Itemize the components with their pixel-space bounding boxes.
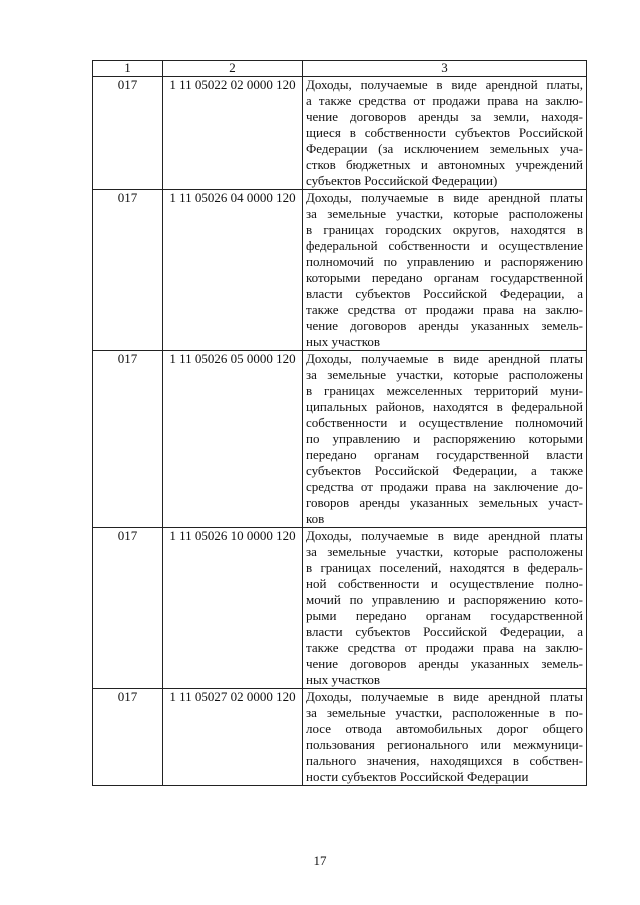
revenue-code-cell: 1 11 05026 05 0000 120 <box>163 351 303 528</box>
description-line: Федерации (за исключением земельных уча- <box>306 141 583 156</box>
description-line: в границах межселенных территорий муни- <box>306 383 583 398</box>
revenue-description-cell <box>303 528 587 689</box>
revenue-description-cell <box>303 77 587 190</box>
description-line: Доходы, получаемые в виде арендной платы, <box>306 77 583 92</box>
description-line: ципальных районов, находятся в федеральной <box>306 399 583 414</box>
admin-code-cell: 017 <box>93 77 163 190</box>
description-line: чение договоров аренды указанных земель- <box>306 318 583 333</box>
header-col-2: 2 <box>163 61 303 77</box>
description-line: также средства от продажи права на заклю- <box>306 302 583 317</box>
description-line: за земельные участки, которые расположены <box>306 206 583 221</box>
description-line: в границах городских округов, находятся в <box>306 222 583 237</box>
table-row <box>93 190 587 351</box>
revenue-code-cell: 1 11 05026 10 0000 120 <box>163 528 303 689</box>
revenue-description-cell <box>303 351 587 528</box>
description-line: субъектов Российской Федерации) <box>306 173 498 188</box>
description-line: говоров аренды указанных земельных участ- <box>306 495 583 510</box>
description-line: которыми передано органам государственной <box>306 270 583 285</box>
description-line: также средства от продажи права на заклю- <box>306 640 583 655</box>
description-line: Доходы, получаемые в виде арендной платы <box>306 351 583 366</box>
description-line: ных участков <box>306 334 380 349</box>
description-line: ков <box>306 511 325 526</box>
description-line: ной собственности и осуществление полно- <box>306 576 583 591</box>
revenue-code-cell: 1 11 05026 04 0000 120 <box>163 190 303 351</box>
description-line: полномочий по управлению и распоряжению <box>306 254 583 269</box>
description-line: власти субъектов Российской Федерации, а <box>306 624 583 639</box>
description-line: мочий по управлению и распоряжению кото- <box>306 592 583 607</box>
admin-code-cell: 017 <box>93 351 163 528</box>
description-line: лосе отвода автомобильных дорог общего <box>306 721 583 736</box>
description-line: а также средства от продажи права на заклю- <box>306 93 583 108</box>
table-row <box>93 77 587 190</box>
table-row <box>93 528 587 689</box>
header-col-1: 1 <box>93 61 163 77</box>
header-col-3: 3 <box>303 61 587 77</box>
description-line: щиеся в собственности субъектов Российской <box>306 125 583 140</box>
description-line: передано органам государственной власти <box>306 447 583 462</box>
description-line: ности субъектов Российской Федерации <box>306 769 529 784</box>
description-line: Доходы, получаемые в виде арендной платы <box>306 528 583 543</box>
description-line: пользования регионального или межмуници- <box>306 737 583 752</box>
description-line: средства от продажи права на заключение до- <box>306 479 583 494</box>
description-line: за земельные участки, которые расположены <box>306 367 583 382</box>
description-line: рыми передано органам государственной <box>306 608 583 623</box>
description-line: субъектов Российской Федерации, а также <box>306 463 583 478</box>
revenue-description-cell <box>303 689 587 786</box>
admin-code-cell: 017 <box>93 190 163 351</box>
description-line: чение договоров аренды указанных земель- <box>306 656 583 671</box>
description-line: Доходы, получаемые в виде арендной платы <box>306 190 583 205</box>
description-line: по управлению и распоряжению которыми <box>306 431 583 446</box>
description-line: за земельные участки, расположенные в по- <box>306 705 583 720</box>
revenue-codes-table <box>92 60 587 786</box>
revenue-code-cell: 1 11 05027 02 0000 120 <box>163 689 303 786</box>
description-line: власти субъектов Российской Федерации, а <box>306 286 583 301</box>
description-line: пального значения, находящихся в собствен- <box>306 753 583 768</box>
admin-code-cell: 017 <box>93 689 163 786</box>
page-number: 17 <box>313 853 327 868</box>
description-line: Доходы, получаемые в виде арендной платы <box>306 689 583 704</box>
description-line: чение договоров аренды за земли, находя- <box>306 109 583 124</box>
table-row <box>93 351 587 528</box>
description-line: федеральной собственности и осуществление <box>306 238 583 253</box>
description-line: ных участков <box>306 672 380 687</box>
revenue-code-cell: 1 11 05022 02 0000 120 <box>163 77 303 190</box>
description-line: за земельные участки, которые расположены <box>306 544 583 559</box>
admin-code-cell: 017 <box>93 528 163 689</box>
revenue-description-cell <box>303 190 587 351</box>
table-header-row <box>93 61 587 77</box>
description-line: в границах поселений, находятся в федераль- <box>306 560 583 575</box>
table-row <box>93 689 587 786</box>
description-line: собственности и осуществление полномочий <box>306 415 583 430</box>
description-line: стков бюджетных и автономных учреждений <box>306 157 583 172</box>
